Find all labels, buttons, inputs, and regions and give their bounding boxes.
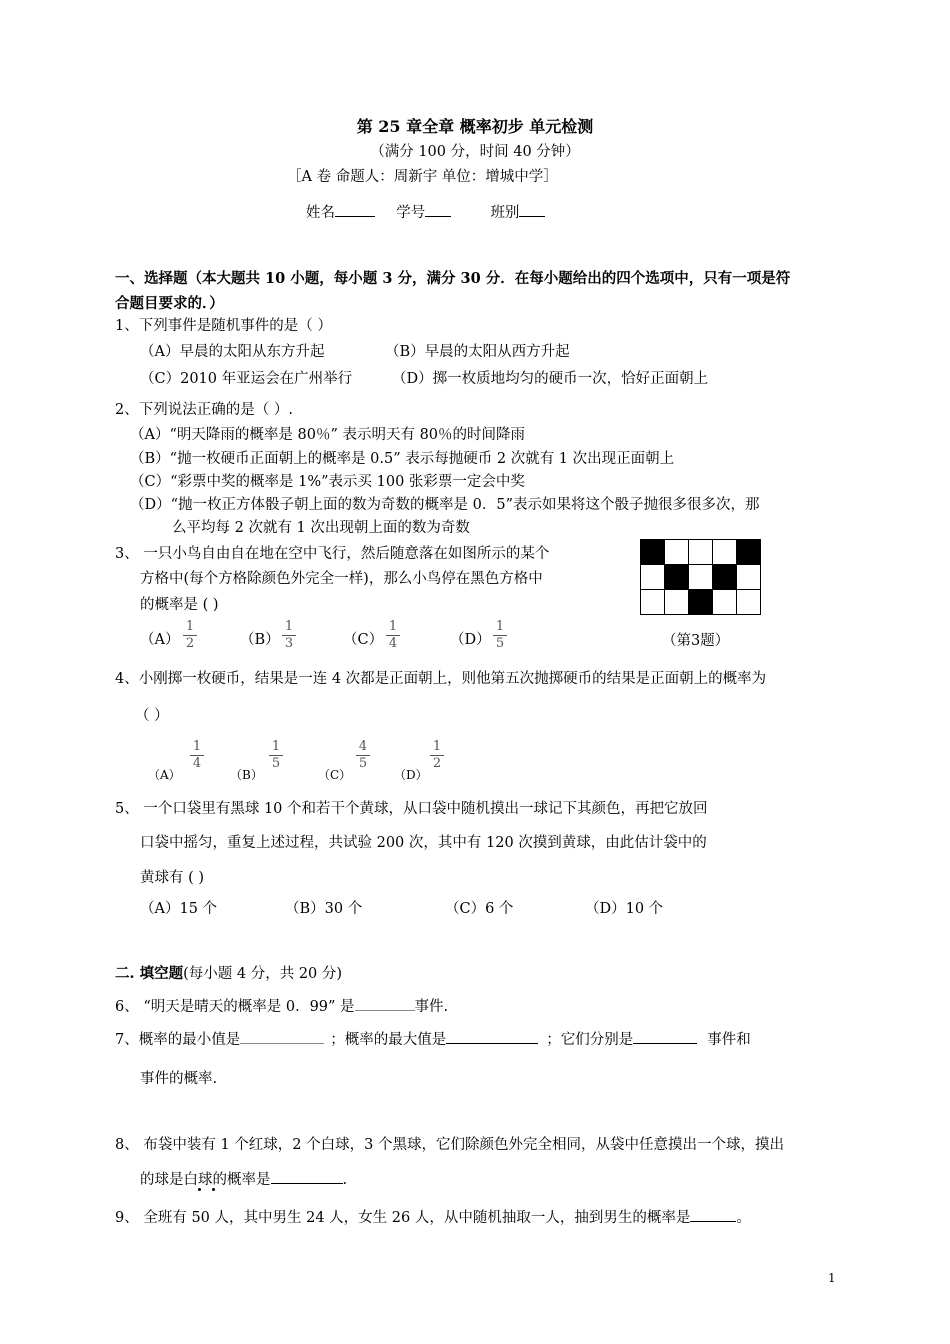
q7-text-3: ；它们分别是	[546, 1032, 634, 1048]
q3-stem-line1: 3、 一只小鸟自由自在地在空中飞行，然后随意落在如图所示的某个	[115, 546, 550, 562]
section2-heading-note: (每小题 4 分，共 20 分)	[183, 966, 343, 982]
q9-text-end: 。	[736, 1210, 751, 1226]
section2-heading-title: 二. 填空题	[115, 965, 184, 982]
q7-line2: 事件的概率.	[140, 1071, 218, 1087]
q4-option-a-label: （A）	[148, 768, 181, 782]
grid-cell-black	[664, 564, 689, 590]
q5-stem-line3: 黄球有 ( )	[140, 870, 205, 886]
q1-stem: 1、下列事件是随机事件的是（ ）	[115, 318, 332, 334]
q7-text-4: 事件和	[707, 1032, 751, 1048]
q1-option-c: （C）2010 年亚运会在广州举行	[140, 371, 353, 387]
q2-option-a: （A）“明天降雨的概率是 80％” 表示明天有 80％的时间降雨	[130, 427, 526, 443]
student-id-blank	[425, 202, 451, 217]
q7-line1	[115, 1028, 751, 1049]
q8-text: 的球是白球的概率是	[140, 1172, 271, 1188]
q8-line1: 8、 布袋中装有 1 个红球，2 个白球，3 个黑球，它们除颜色外完全相同，从袋中任意摸出一个球，摸出	[115, 1137, 784, 1153]
q8-text-end: .	[342, 1172, 348, 1188]
q1-option-a: （A）早晨的太阳从东方升起	[140, 344, 325, 360]
q7-event-blank[interactable]	[633, 1029, 697, 1044]
student-name-label: 姓名	[306, 205, 335, 221]
q5-option-c: （C）6 个	[445, 901, 514, 917]
grid-cell-black	[688, 589, 713, 615]
q2-option-d-line2: 么平均每 2 次就有 1 次出现朝上面的数为奇数	[172, 520, 470, 536]
grid-cell-white	[664, 539, 689, 565]
q2-option-b: （B）“抛一枚硬币正面朝上的概率是 0.5” 表示每抛硬币 2 次就有 1 次出现正面朝上	[130, 451, 675, 467]
q2-option-d-line1: （D）“抛一枚正方体骰子朝上面的数为奇数的概率是 0．5”表示如果将这个骰子抛很多很多次，那	[130, 497, 760, 513]
q3-stem-line3: 的概率是 ( )	[140, 597, 219, 613]
q6-answer-blank[interactable]	[355, 996, 415, 1011]
q3-figure-caption: （第3题）	[662, 633, 730, 649]
section1-heading-line2: 合题目要求的．）	[115, 295, 224, 312]
student-class-blank	[519, 202, 545, 217]
emphasis-dot	[198, 1188, 201, 1191]
q7-text-1: 7、概率的最小值是	[115, 1032, 241, 1048]
q4-option-b-fraction: $\frac{1}{5}$	[269, 740, 283, 771]
q7-text-2: ；概率的最大值是	[330, 1032, 447, 1048]
page-number: 1	[828, 1271, 836, 1285]
q3-option-d-fraction: $\frac{1}{5}$	[493, 620, 507, 651]
q1-option-b: （B）早晨的太阳从西方升起	[385, 344, 570, 360]
q4-option-a-fraction: $\frac{1}{4}$	[190, 740, 204, 771]
q3-option-c-fraction: $\frac{1}{4}$	[386, 620, 400, 651]
exam-meta: ［A 卷 命题人：周新宇 单位：增城中学］	[287, 169, 558, 185]
q5-option-d: （D）10 个	[585, 901, 664, 917]
q4-option-c-fraction: $\frac{4}{5}$	[356, 740, 370, 771]
q9-answer-blank[interactable]	[690, 1207, 736, 1222]
grid-cell-white	[736, 564, 761, 590]
section2-heading	[115, 962, 342, 983]
q3-option-d-label: （D）	[450, 632, 491, 648]
grid-cell-black	[736, 539, 761, 565]
student-name-blank	[335, 202, 375, 217]
student-info-row	[306, 201, 545, 222]
q4-stem-line2: （ ）	[135, 708, 169, 724]
q5-stem-line2: 口袋中摇匀，重复上述过程，共试验 200 次，其中有 120 次摸到黄球，由此估计袋中的	[140, 835, 707, 851]
q6	[115, 995, 448, 1016]
q6-text-end: 事件.	[414, 999, 449, 1015]
grid-cell-white	[712, 589, 737, 615]
q5-option-a: （A）15 个	[140, 901, 218, 917]
q4-option-b-label: （B）	[230, 768, 263, 782]
q4-stem-line1: 4、小刚掷一枚硬币，结果是一连 4 次都是正面朝上，则他第五次抛掷硬币的结果是正面朝上的概率为	[115, 671, 767, 687]
grid-cell-black	[712, 564, 737, 590]
grid-cell-white	[688, 564, 713, 590]
grid-cell-white	[736, 589, 761, 615]
section1-heading-line1: 一、选择题（本大题共 10 小题，每小题 3 分，满分 30 分．在每小题给出的四个选项中，只有一项是符	[115, 270, 791, 287]
q2-option-c: （C）“彩票中奖的概率是 1%”表示买 100 张彩票一定会中奖	[130, 474, 525, 490]
q4-option-c-label: （C）	[318, 768, 352, 782]
q8-answer-blank[interactable]	[271, 1169, 343, 1184]
q6-text: 6、 “明天是晴天的概率是 0．99” 是	[115, 999, 355, 1015]
grid-cell-white	[640, 589, 665, 615]
student-id-label: 学号	[396, 205, 426, 221]
q5-stem-line1: 5、 一个口袋里有黑球 10 个和若干个黄球，从口袋中随机摸出一球记下其颜色，再把它放回	[115, 801, 708, 817]
q2-stem: 2、下列说法正确的是（ ）.	[115, 402, 293, 418]
q9	[115, 1206, 751, 1227]
grid-cell-white	[640, 564, 665, 590]
q4-option-d-label: （D）	[394, 768, 428, 782]
q4-option-d-fraction: $\frac{1}{2}$	[430, 740, 444, 771]
q3-option-a-label: （A）	[140, 632, 180, 648]
q3-option-c-label: （C）	[343, 632, 384, 648]
grid-cell-white	[688, 539, 713, 565]
q3-option-b-fraction: $\frac{1}{3}$	[282, 620, 296, 651]
q7-min-blank[interactable]	[240, 1029, 324, 1044]
q3-option-a-fraction: $\frac{1}{2}$	[183, 620, 197, 651]
q1-option-d: （D）掷一枚质地均匀的硬币一次，恰好正面朝上	[392, 371, 709, 387]
q9-text: 9、 全班有 50 人，其中男生 24 人，女生 26 人，从中随机抽取一人，抽到男生的概率是	[115, 1210, 691, 1226]
q3-stem-line2: 方格中(每个方格除颜色外完全一样)，那么小鸟停在黑色方格中	[140, 571, 543, 587]
q7-max-blank[interactable]	[446, 1029, 538, 1044]
page-title: 第 25 章全章 概率初步 单元检测	[356, 117, 594, 136]
grid-cell-black	[640, 539, 665, 565]
q5-option-b: （B）30 个	[285, 901, 363, 917]
grid-cell-white	[712, 539, 737, 565]
emphasis-dot	[212, 1188, 215, 1191]
grid-cell-white	[664, 589, 689, 615]
q8-line2	[140, 1168, 347, 1189]
exam-subtitle: （满分 100 分，时间 40 分钟）	[370, 144, 580, 160]
q3-option-b-label: （B）	[240, 632, 280, 648]
student-class-label: 班别	[490, 205, 520, 221]
